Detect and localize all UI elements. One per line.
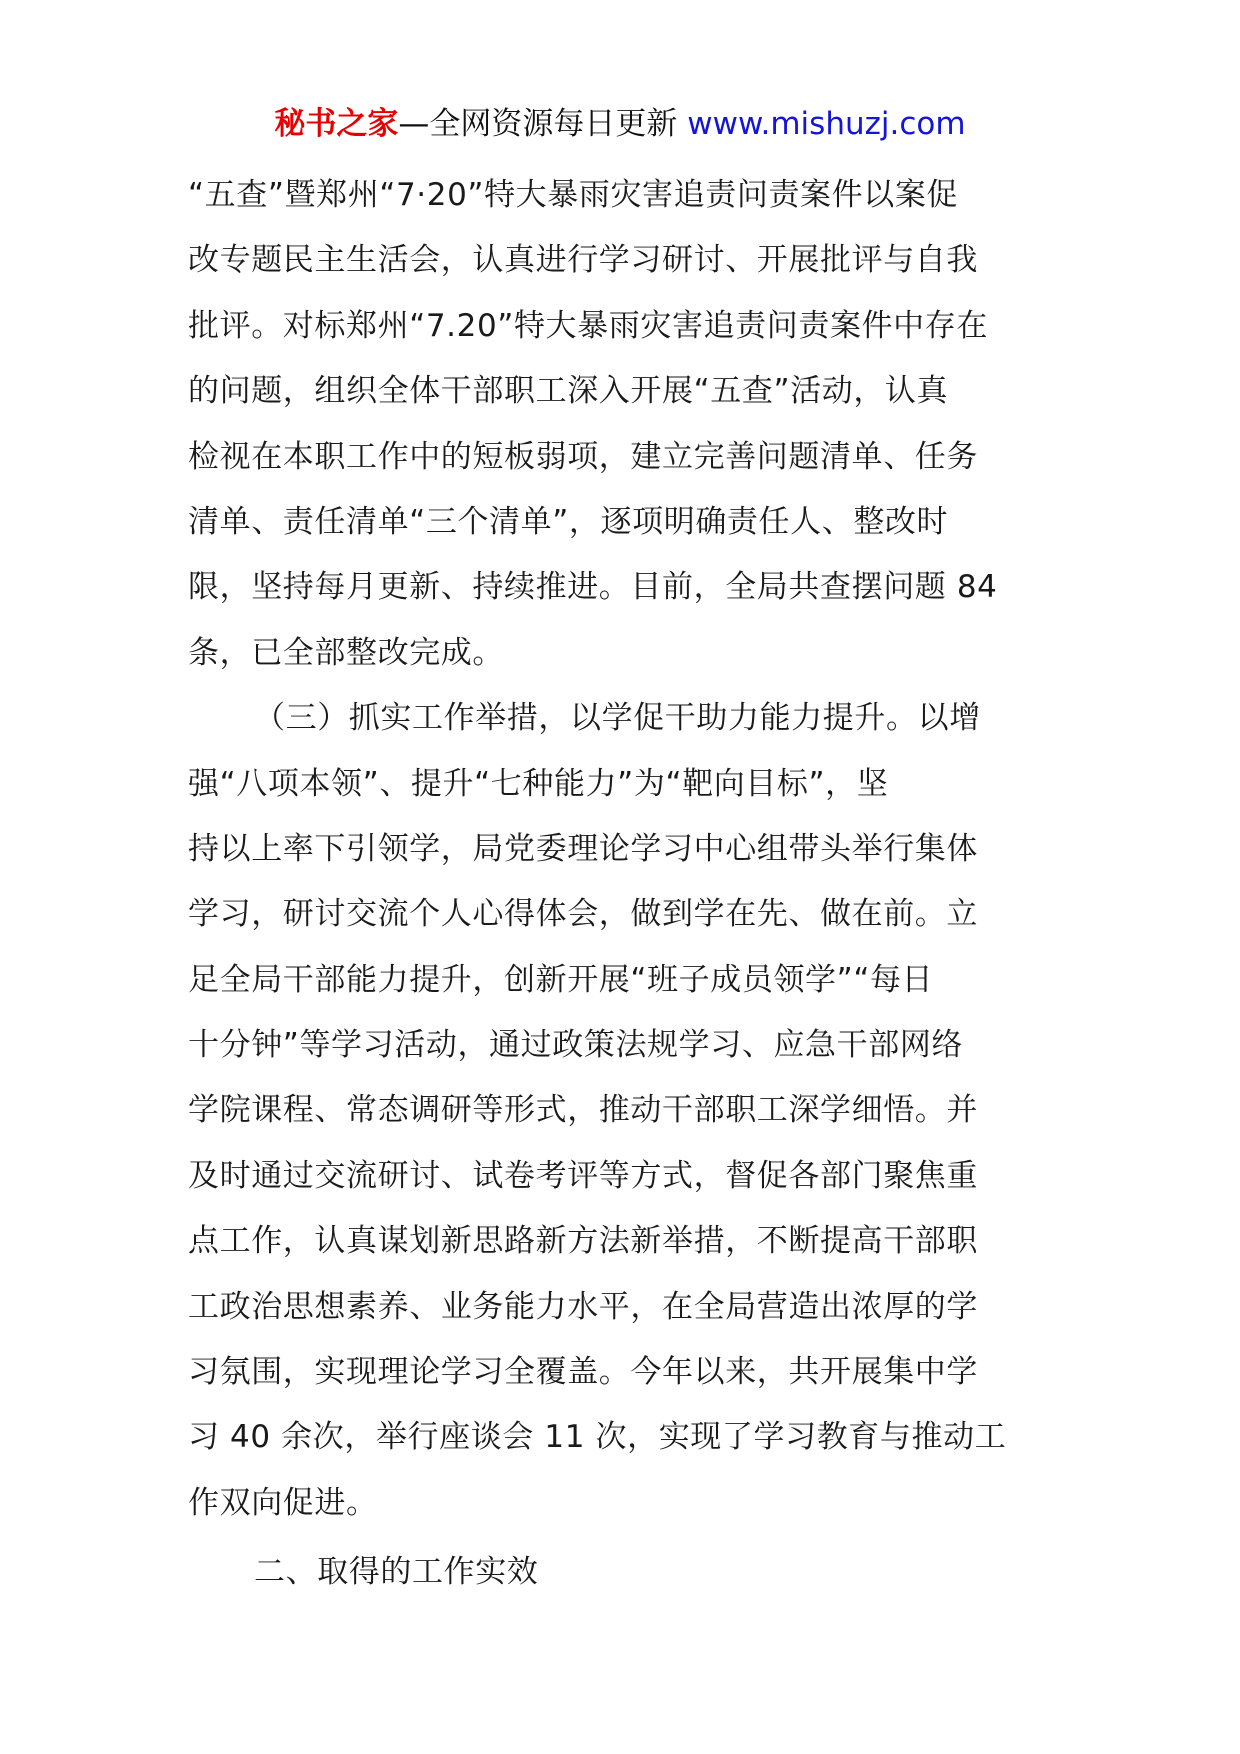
body-line: 强“八项本领”、提升“七种能力”为“靶向目标”，坚 xyxy=(188,765,889,802)
body-line: 习 40 余次，举行座谈会 11 次，实现了学习教育与推动工 xyxy=(188,1419,1007,1456)
body-line: 工政治思想素养、业务能力水平，在全局营造出浓厚的学 xyxy=(188,1288,978,1325)
site-url-link[interactable]: www.mishuzj.com xyxy=(687,106,966,142)
body-line: 批评。对标郑州“7.20”特大暴雨灾害追责问责案件中存在 xyxy=(188,307,988,344)
body-line: 及时通过交流研讨、试卷考评等方式，督促各部门聚焦重 xyxy=(188,1157,978,1194)
body-line: 限，坚持每月更新、持续推进。目前，全局共查摆问题 84 xyxy=(188,569,998,606)
body-line: 的问题，组织全体干部职工深入开展“五查”活动，认真 xyxy=(188,373,949,410)
body-line: 点工作，认真谋划新思路新方法新举措，不断提高干部职 xyxy=(188,1223,978,1260)
body-line: 改专题民主生活会，认真进行学习研讨、开展批评与自我 xyxy=(188,242,978,279)
body-line: 学习，研讨交流个人心得体会，做到学在先、做在前。立 xyxy=(188,896,978,933)
body-line: 足全局干部能力提升，创新开展“班子成员领学”“每日 xyxy=(188,961,934,998)
body-line: 十分钟”等学习活动，通过政策法规学习、应急干部网络 xyxy=(188,1027,964,1064)
body-line: 条，已全部整改完成。 xyxy=(188,634,504,671)
body-line: 作双向促进。 xyxy=(188,1484,378,1521)
site-header xyxy=(0,102,1240,146)
body-line: 检视在本职工作中的短板弱项，建立完善问题清单、任务 xyxy=(188,438,978,475)
brand-name: 秘书之家 xyxy=(274,106,399,142)
header-tagline: —全网资源每日更新 xyxy=(398,106,678,142)
section-heading: 二、取得的工作实效 xyxy=(254,1554,539,1591)
body-line: 持以上率下引领学，局党委理论学习中心组带头举行集体 xyxy=(188,830,978,867)
document-body xyxy=(188,163,1056,1606)
body-line: 学院课程、常态调研等形式，推动干部职工深学细悟。并 xyxy=(188,1092,978,1129)
body-line: 清单、责任清单“三个清单”，逐项明确责任人、整改时 xyxy=(188,503,949,540)
body-line: 习氛围，实现理论学习全覆盖。今年以来，共开展集中学 xyxy=(188,1354,978,1391)
subsection-heading-line: （三）抓实工作举措，以学促干助力能力提升。以增 xyxy=(254,700,981,737)
body-line: “五查”暨郑州“7·20”特大暴雨灾害追责问责案件以案促 xyxy=(188,177,959,213)
